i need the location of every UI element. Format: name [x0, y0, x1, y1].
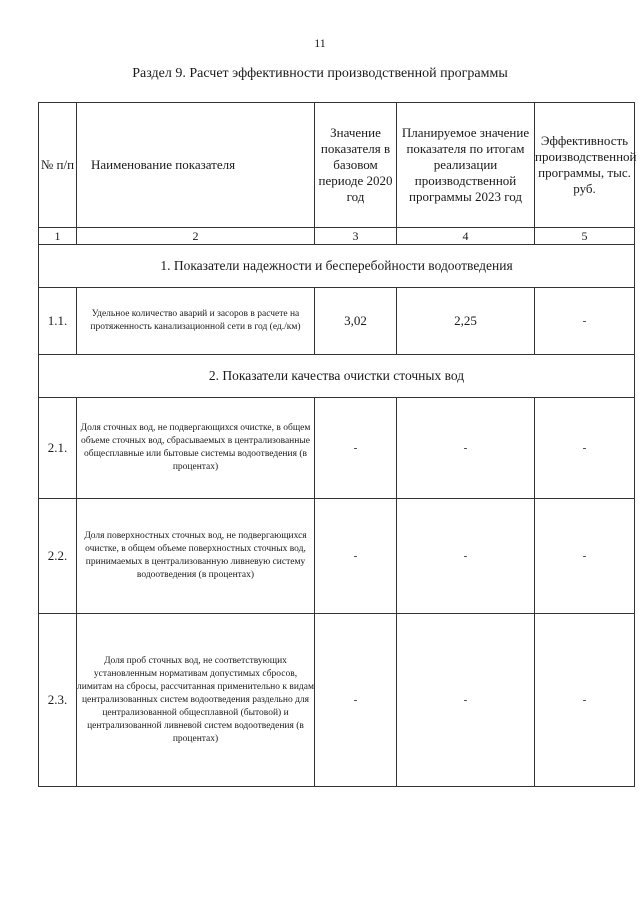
- column-number: 5: [535, 228, 635, 245]
- table-row: [39, 288, 635, 355]
- row-index: 1.1.: [39, 288, 77, 355]
- table-row: [39, 614, 635, 787]
- group-heading-row: [39, 355, 635, 398]
- header-indicator-name: Наименование показателя: [77, 103, 315, 228]
- header-row: [39, 103, 635, 228]
- section-title: Раздел 9. Расчет эффективности производственной программы: [132, 66, 508, 81]
- planned-value: 2,25: [397, 288, 535, 355]
- page-number: 11: [314, 36, 326, 50]
- table-row: [39, 499, 635, 614]
- group-heading: 2. Показатели качества очистки сточных вод: [39, 355, 635, 398]
- header-planned-value: Планируемое значение показателя по итогам реализации производственной программы 2023 год: [397, 103, 535, 228]
- row-index: 2.3.: [39, 614, 77, 787]
- indicator-name: Доля проб сточных вод, не соответствующих установленным нормативам допустимых сбросов, лимитам на сбросы, рассчитанная применительно к видам централизованных систем водоотведения раздельно для централизованной общесплавной (бытовой) и централизованной ливневой систем водоотведения (в процентах): [77, 614, 315, 787]
- base-value: 3,02: [315, 288, 397, 355]
- header-base-value: Значение показателя в базовом периоде 2020 год: [315, 103, 397, 228]
- row-index: 2.2.: [39, 499, 77, 614]
- planned-value: -: [397, 499, 535, 614]
- header-number: № п/п: [39, 103, 77, 228]
- base-value: -: [315, 499, 397, 614]
- planned-value: -: [397, 398, 535, 499]
- base-value: -: [315, 398, 397, 499]
- header-efficiency: Эффективность производственной программы, тыс. руб.: [535, 103, 635, 228]
- group-heading: 1. Показатели надежности и бесперебойности водоотведения: [39, 245, 635, 288]
- column-numbering-row: [39, 228, 635, 245]
- base-value: -: [315, 614, 397, 787]
- planned-value: -: [397, 614, 535, 787]
- indicator-name: Удельное количество аварий и засоров в расчете на протяженность канализационной сети в год (ед./км): [77, 288, 315, 355]
- group-heading-row: [39, 245, 635, 288]
- efficiency-value: -: [535, 288, 635, 355]
- column-number: 4: [397, 228, 535, 245]
- row-index: 2.1.: [39, 398, 77, 499]
- efficiency-value: -: [535, 499, 635, 614]
- column-number: 2: [77, 228, 315, 245]
- efficiency-value: -: [535, 398, 635, 499]
- column-number: 3: [315, 228, 397, 245]
- efficiency-table: [38, 102, 635, 787]
- efficiency-value: -: [535, 614, 635, 787]
- indicator-name: Доля поверхностных сточных вод, не подвергающихся очистке, в общем объеме поверхностных сточных вод, принимаемых в централизованную ливневую систему водоотведения (в процентах): [77, 499, 315, 614]
- column-number: 1: [39, 228, 77, 245]
- table-row: [39, 398, 635, 499]
- indicator-name: Доля сточных вод, не подвергающихся очистке, в общем объеме сточных вод, сбрасываемых в централизованные общесплавные или бытовые системы водоотведения (в процентах): [77, 398, 315, 499]
